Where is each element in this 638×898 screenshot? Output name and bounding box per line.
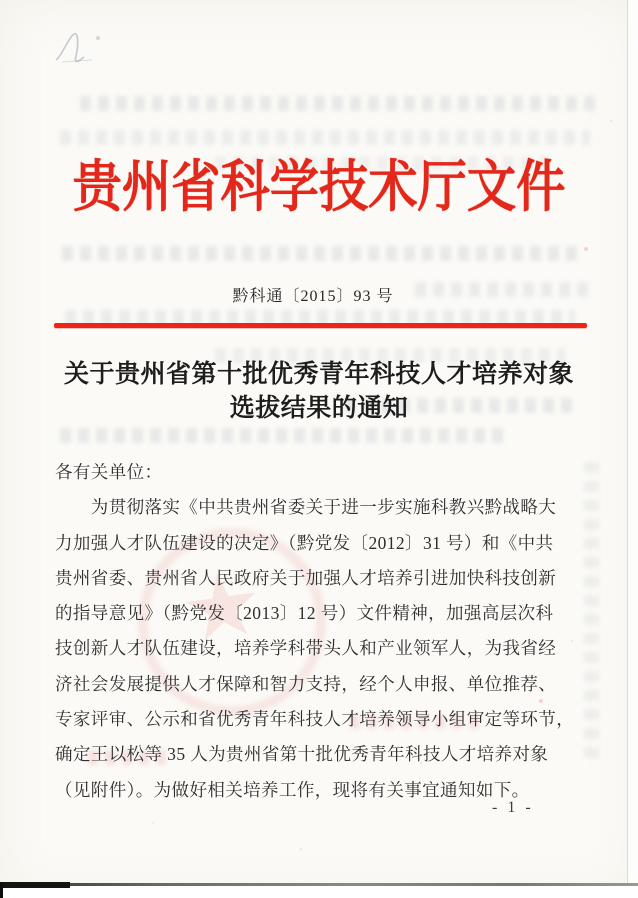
document-title bbox=[0, 358, 638, 426]
scan-noise-speckles bbox=[0, 0, 2, 2]
paper-bottom-edge-shadow bbox=[0, 882, 70, 888]
red-divider-rule bbox=[54, 323, 587, 328]
bleedthrough-line bbox=[60, 130, 590, 145]
document-title-line2: 选拔结果的通知 bbox=[229, 395, 409, 422]
body-paragraph bbox=[55, 490, 600, 808]
body-line: 为贯彻落实《中共贵州省委关于进一步实施科教兴黔战略大 bbox=[55, 497, 557, 518]
scanner-corner-artifact bbox=[0, 882, 3, 898]
salutation: 各有关单位： bbox=[55, 462, 163, 482]
bleedthrough-line bbox=[80, 96, 595, 111]
pen-mark-artifact bbox=[48, 26, 118, 76]
body-line: 专家评审、公示和省优秀青年科技人才培养领导小组审定等环节， bbox=[55, 709, 575, 730]
bleedthrough-line bbox=[60, 428, 505, 443]
paper-right-margin bbox=[628, 0, 638, 884]
body-line: 确定王以松等 35 人为贵州省第十批优秀青年科技人才培养对象 bbox=[55, 744, 549, 765]
body-line: （见附件）。为做好相关培养工作，现将有关事宜通知如下。 bbox=[55, 779, 530, 800]
document-number: 黔科通〔2015〕93 号 bbox=[232, 288, 394, 305]
body-line: 力加强人才队伍建设的决定》（黔党发〔2012〕31 号）和《中共 bbox=[55, 532, 554, 553]
body-line: 贵州省委、贵州省人民政府关于加强人才培养引进加快科技创新 bbox=[55, 567, 557, 588]
scanner-background bbox=[0, 886, 638, 898]
document-title-line1: 关于贵州省第十批优秀青年科技人才培养对象 bbox=[63, 361, 574, 388]
letterhead-title: 贵州省科学技术厅文件 bbox=[72, 157, 566, 219]
bleedthrough-line bbox=[62, 246, 582, 261]
body-line: 的指导意见》（黔党发〔2013〕12 号）文件精神，加强高层次科 bbox=[55, 603, 554, 624]
paper-right-edge bbox=[627, 0, 628, 884]
page-number: - 1 - bbox=[492, 799, 534, 816]
document-body bbox=[55, 455, 600, 808]
paper-bottom-edge bbox=[0, 883, 638, 886]
body-line: 济社会发展提供人才保障和智力支持，经个人申报、单位推荐、 bbox=[55, 673, 557, 694]
body-line: 技创新人才队伍建设，培养学科带头人和产业领军人，为我省经 bbox=[55, 638, 557, 659]
